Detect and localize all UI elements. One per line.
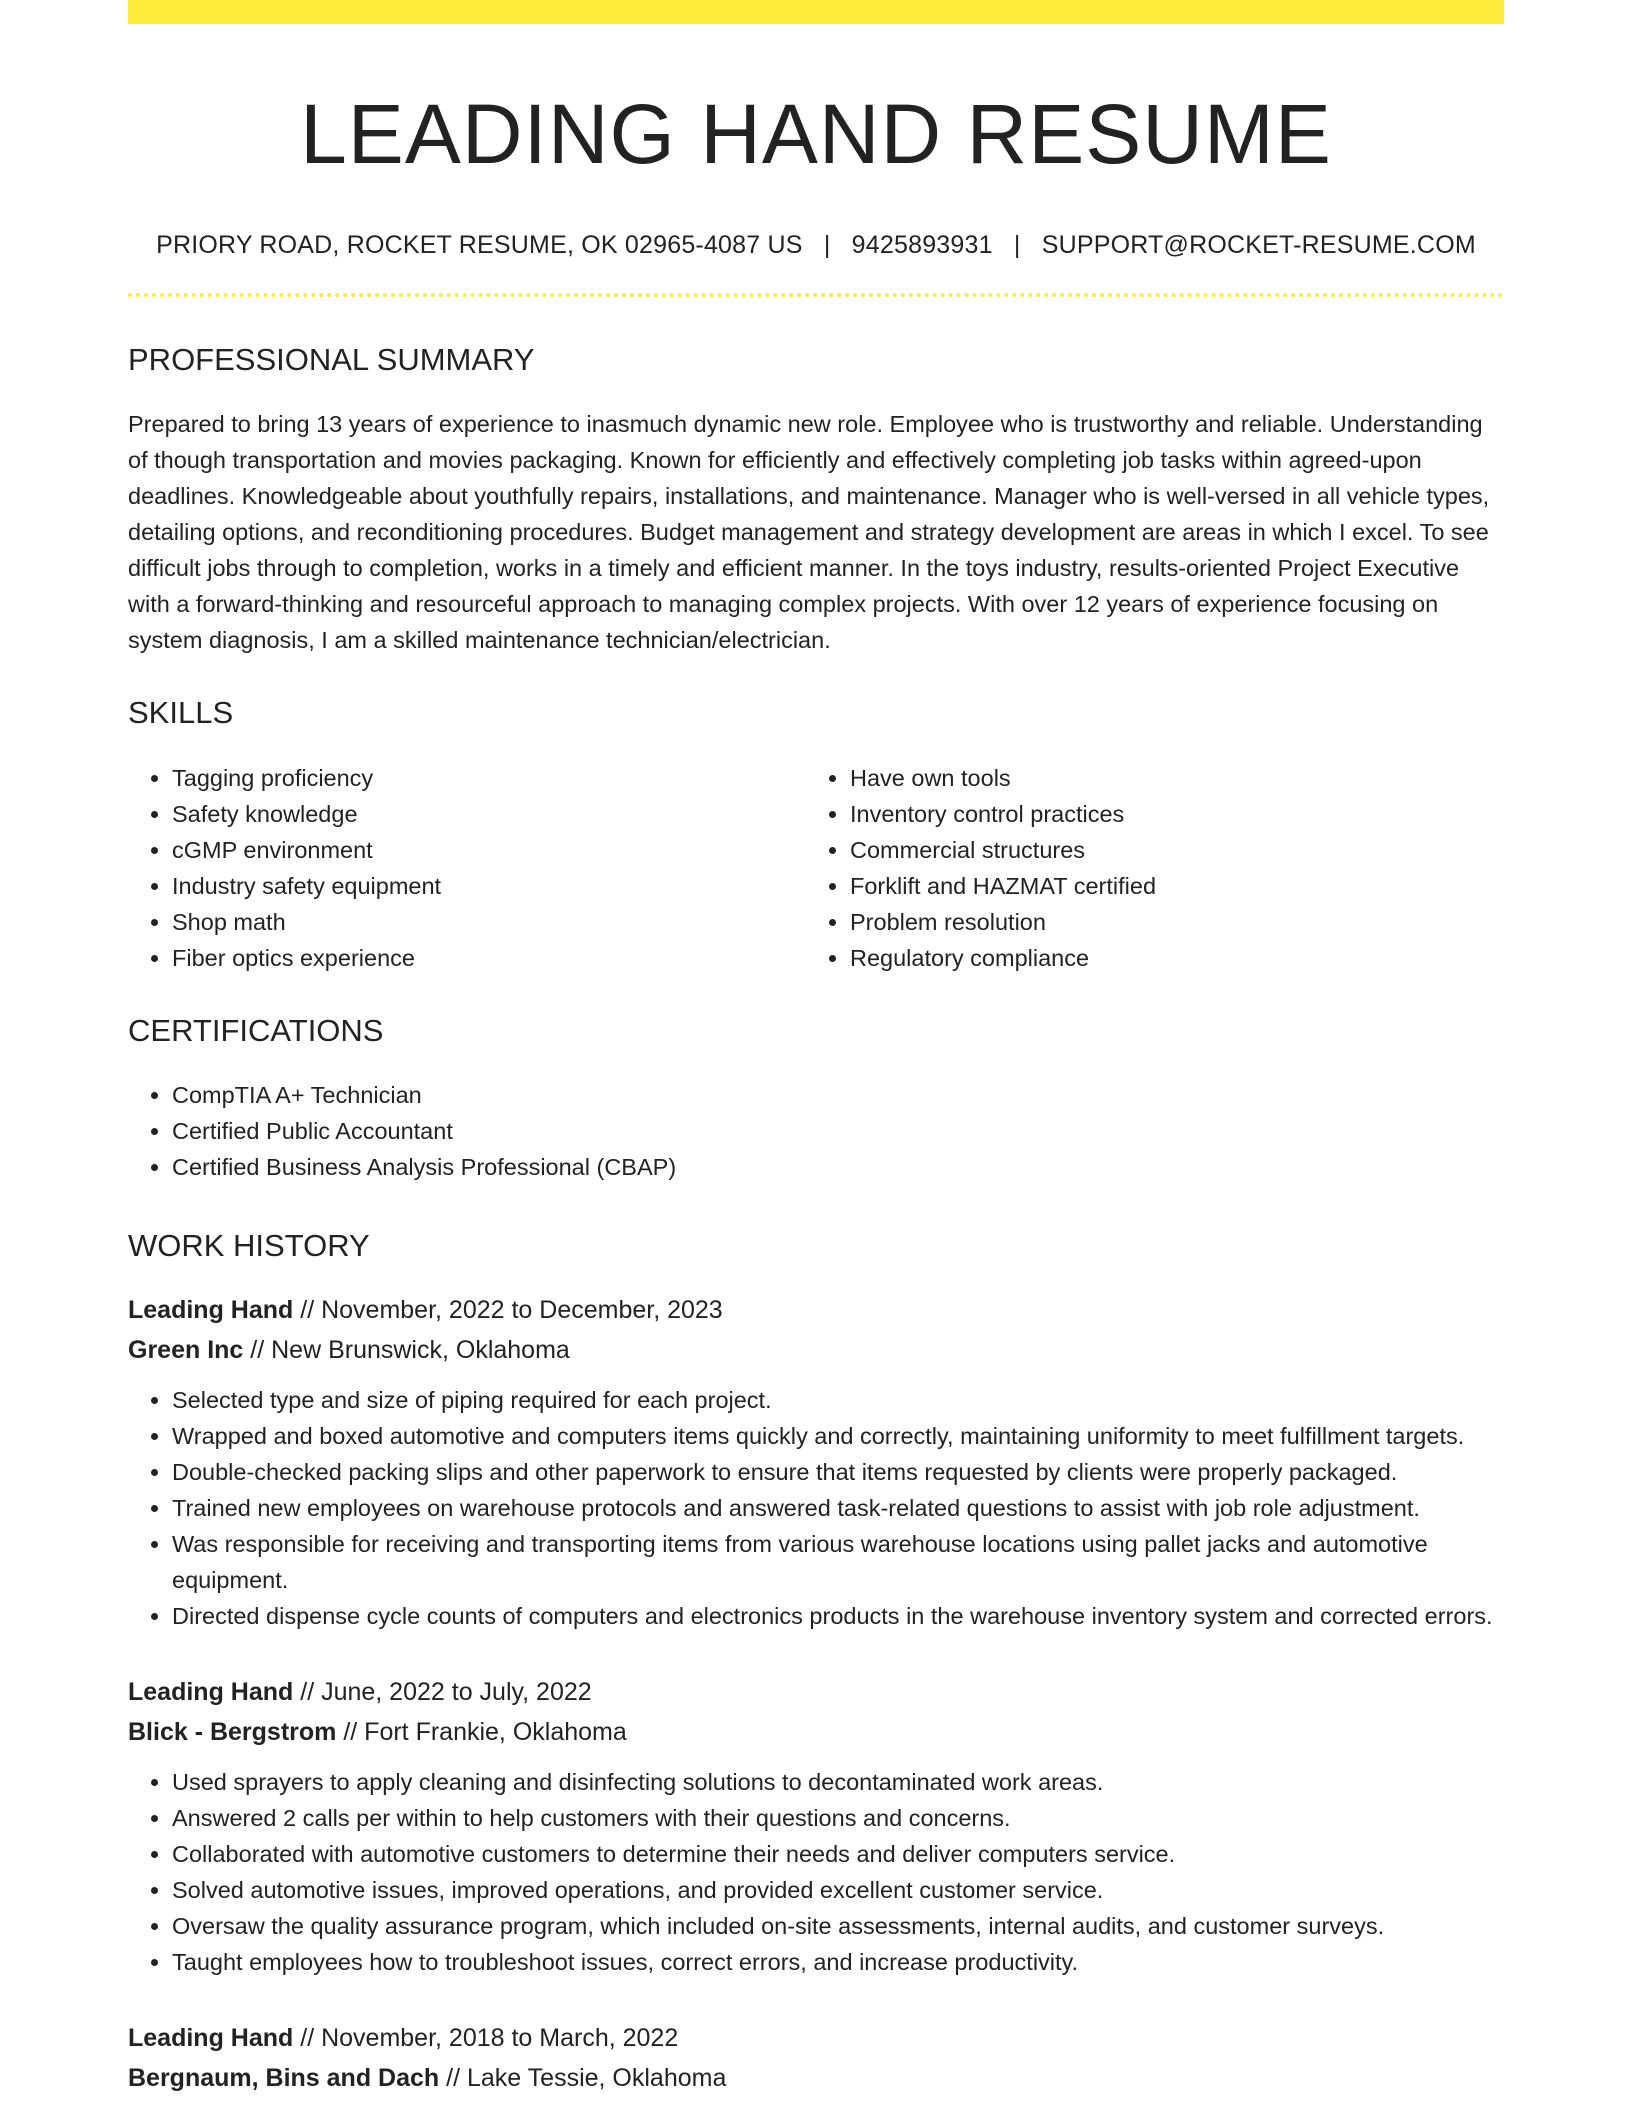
skill-item: • Fiber optics experience [172, 940, 806, 976]
skill-item: • Commercial structures [850, 832, 1484, 868]
job-role: Leading Hand [128, 1296, 294, 1325]
skills-column-left [128, 760, 806, 976]
certifications-list [128, 1077, 1504, 1185]
job-location: // New Brunswick, Oklahoma [243, 1336, 570, 1365]
job-dates: // November, 2022 to December, 2023 [293, 1296, 723, 1325]
skill-item: • Safety knowledge [172, 796, 806, 832]
certifications-section [128, 1012, 1504, 1185]
contact-separator: | [1013, 230, 1021, 259]
job-duty: • Oversaw the quality assurance program, which included on-site assessments, internal audits, and customer surveys. [172, 1908, 1504, 1944]
job-duty: • Solved automotive issues, improved operations, and provided excellent customer service. [172, 1872, 1504, 1908]
skill-item: • Tagging proficiency [172, 760, 806, 796]
section-title-summary: PROFESSIONAL SUMMARY [128, 342, 535, 378]
job-entry [128, 1290, 1504, 1634]
header-divider [128, 293, 1504, 297]
resume-title: LEADING HAND RESUME [300, 87, 1332, 181]
work-history-section [128, 1227, 1504, 2098]
job-role: Leading Hand [128, 2024, 294, 2053]
skill-item: • Forklift and HAZMAT certified [850, 868, 1484, 904]
job-duty: • Was responsible for receiving and transporting items from various warehouse locations using pallet jacks and automotive equipment. [172, 1526, 1504, 1598]
job-entry [128, 1672, 1504, 1980]
job-dates: // November, 2018 to March, 2022 [293, 2024, 679, 2053]
skill-item: • Regulatory compliance [850, 940, 1484, 976]
job-duty: • Trained new employees on warehouse protocols and answered task-related questions to assist with job role adjustment. [172, 1490, 1504, 1526]
job-entry [128, 2018, 1504, 2098]
job-company-line [128, 2058, 1504, 2098]
skill-item: • Shop math [172, 904, 806, 940]
certification-item: • Certified Business Analysis Professional (CBAP) [172, 1149, 1504, 1185]
skills-list-left [128, 760, 806, 976]
skill-item: • cGMP environment [172, 832, 806, 868]
skill-item: • Problem resolution [850, 904, 1484, 940]
skill-item: • Have own tools [850, 760, 1484, 796]
job-duties-list [128, 1382, 1504, 1634]
job-duty: • Collaborated with automotive customers to determine their needs and deliver computers service. [172, 1836, 1504, 1872]
skills-column-right [806, 760, 1484, 976]
contact-separator: | [823, 230, 831, 259]
job-title-line [128, 2018, 1504, 2058]
job-duty: • Directed dispense cycle counts of computers and electronics products in the warehouse inventory system and corrected errors. [172, 1598, 1504, 1634]
job-company: Green Inc [128, 1336, 244, 1365]
job-duty: • Wrapped and boxed automotive and computers items quickly and correctly, maintaining uniformity to meet fulfillment targets. [172, 1418, 1504, 1454]
skill-item: • Inventory control practices [850, 796, 1484, 832]
job-duty: • Double-checked packing slips and other paperwork to ensure that items requested by clients were properly packaged. [172, 1454, 1504, 1490]
job-title-line [128, 1290, 1504, 1330]
certification-item: • CompTIA A+ Technician [172, 1077, 1504, 1113]
job-title-line [128, 1672, 1504, 1712]
job-duties-list [128, 1764, 1504, 1980]
contact-email: SUPPORT@ROCKET-RESUME.COM [1041, 230, 1476, 259]
job-duty: • Selected type and size of piping required for each project. [172, 1382, 1504, 1418]
contact-phone: 9425893931 [851, 230, 993, 259]
section-title-certifications: CERTIFICATIONS [128, 1012, 384, 1048]
section-title-skills: SKILLS [128, 695, 234, 731]
job-company-line [128, 1330, 1504, 1370]
job-company: Blick - Bergstrom [128, 1718, 337, 1747]
job-duty: • Taught employees how to troubleshoot issues, correct errors, and increase productivity. [172, 1944, 1504, 1980]
job-company-line [128, 1712, 1504, 1752]
section-title-work-history: WORK HISTORY [128, 1227, 370, 1263]
contact-line [128, 229, 1504, 262]
job-dates: // June, 2022 to July, 2022 [293, 1678, 592, 1707]
job-location: // Lake Tessie, Oklahoma [439, 2064, 727, 2093]
job-duty: • Answered 2 calls per within to help customers with their questions and concerns. [172, 1800, 1504, 1836]
skills-section [128, 694, 1504, 975]
summary-text: Prepared to bring 13 years of experience to inasmuch dynamic new role. Employee who is trustworthy and reliable. Understanding of though transportation and movies packaging. Known for efficiently and effectively completing job tasks within agreed-upon deadlines. Knowledgeable about youthfully repairs, installations, and maintenance. Manager who is well-versed in all vehicle types, detailing options, and reconditioning procedures. Budget management and strategy development are areas in which I excel. To see difficult jobs through to completion, works in a timely and efficient manner. In the toys industry, results-oriented Project Executive with a forward-thinking and resourceful approach to managing complex projects. With over 12 years of experience focusing on system diagnosis, I am a skilled maintenance technician/electrician. [128, 411, 1490, 654]
skill-item: • Industry safety equipment [172, 868, 806, 904]
skills-grid [128, 760, 1504, 976]
job-location: // Fort Frankie, Oklahoma [336, 1718, 627, 1747]
job-company: Bergnaum, Bins and Dach [128, 2064, 440, 2093]
skills-list-right [806, 760, 1484, 976]
job-duty: • Used sprayers to apply cleaning and disinfecting solutions to decontaminated work areas. [172, 1764, 1504, 1800]
accent-top-bar [128, 0, 1504, 24]
contact-address: PRIORY ROAD, ROCKET RESUME, OK 02965-4087 US [156, 230, 803, 259]
job-role: Leading Hand [128, 1678, 294, 1707]
summary-section [128, 341, 1504, 658]
certification-item: • Certified Public Accountant [172, 1113, 1504, 1149]
resume-page [128, 0, 1504, 2098]
